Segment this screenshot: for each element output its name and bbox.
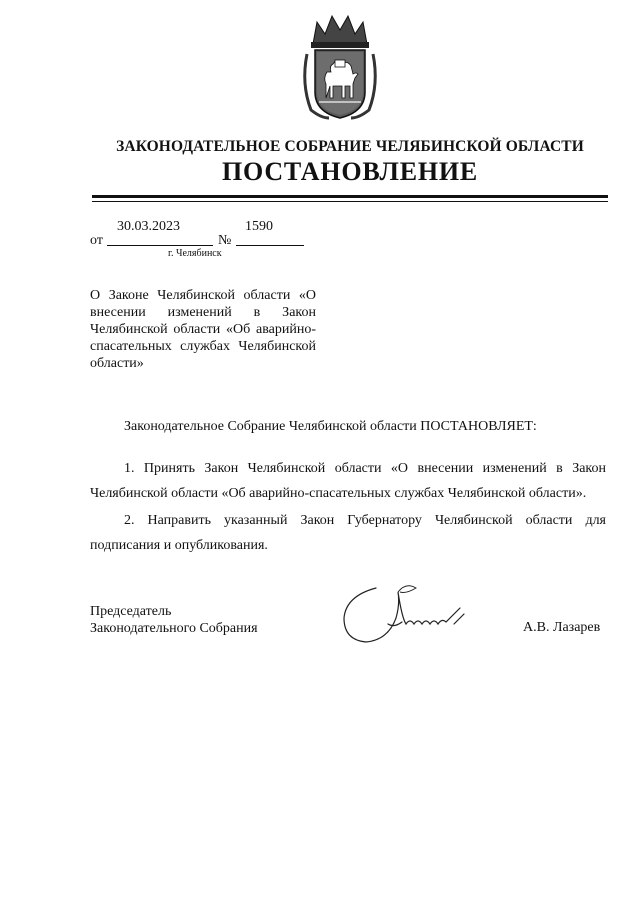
header-rule-thin bbox=[92, 201, 608, 202]
resolution-preamble: Законодательное Собрание Челябинской области ПОСТАНОВЛЯЕТ: bbox=[124, 419, 537, 434]
document-type: ПОСТАНОВЛЕНИЕ bbox=[221, 157, 479, 186]
date-underline bbox=[107, 245, 213, 246]
header-rule-thick bbox=[92, 195, 608, 198]
document-number: 1590 bbox=[245, 219, 273, 234]
organization-title: ЗАКОНОДАТЕЛЬНОЕ СОБРАНИЕ ЧЕЛЯБИНСКОЙ ОБЛАСТИ bbox=[116, 138, 584, 155]
handwritten-signature bbox=[336, 578, 486, 648]
resolution-item-2: 2. Направить указанный Закон Губернатору Челябинской области для подписания и опубликования. bbox=[90, 513, 606, 553]
coat-of-arms-icon bbox=[299, 14, 381, 124]
signatory-position-line-1: Председатель bbox=[90, 604, 172, 619]
date-from-label: от bbox=[90, 233, 103, 248]
city-label: г. Челябинск bbox=[168, 248, 222, 259]
resolution-item-1: 1. Принять Закон Челябинской области «О внесении изменений в Закон Челябинской области «Об аварийно-спасательных службах Челябинской области». bbox=[90, 461, 606, 501]
number-underline bbox=[236, 245, 304, 246]
signatory-name: А.В. Лазарев bbox=[523, 620, 601, 635]
document-subject: О Законе Челябинской области «О внесении изменений в Закон Челябинской области «Об аварийно-спасательных службах Челябинской области» bbox=[90, 288, 316, 371]
signatory-position-line-2: Законодательного Собрания bbox=[90, 621, 258, 636]
signatory-position bbox=[90, 603, 258, 637]
document-date: 30.03.2023 bbox=[117, 219, 180, 234]
number-sign: № bbox=[218, 233, 232, 248]
